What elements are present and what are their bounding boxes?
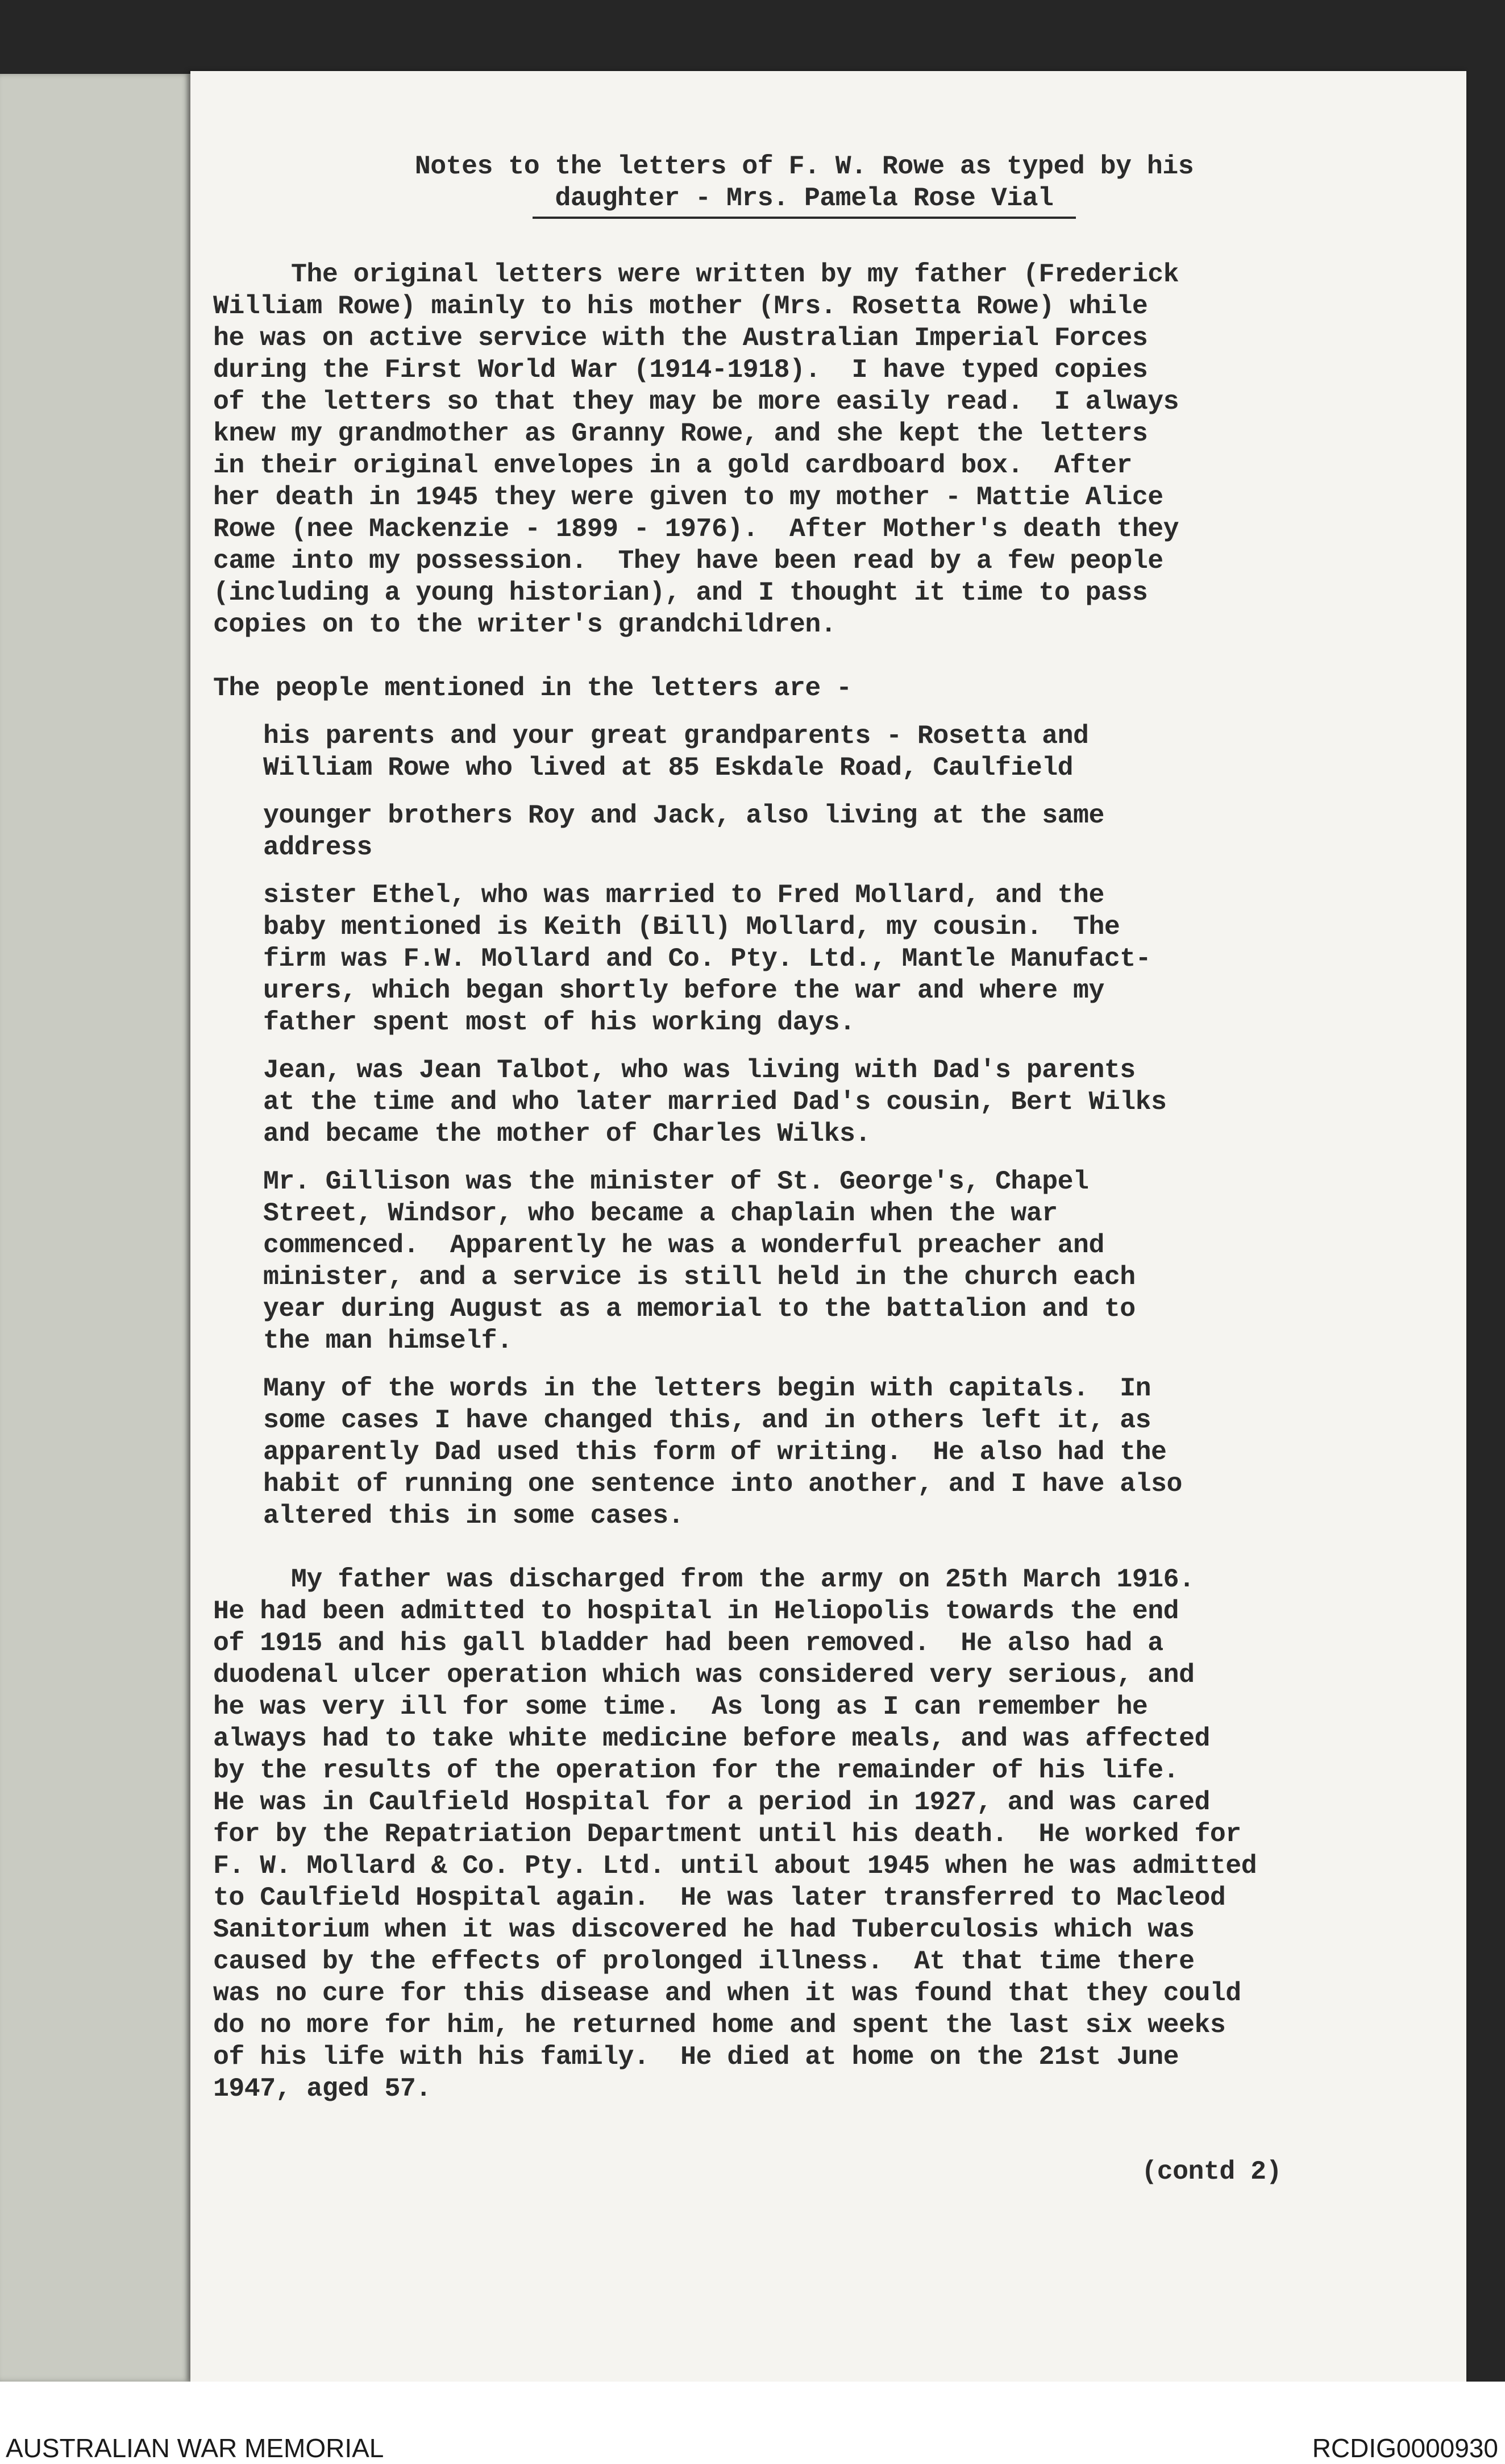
footer-record-id: RCDIG0000930 [1312, 2433, 1498, 2463]
people-item-brothers: younger brothers Roy and Jack, also living at the same address [263, 800, 1104, 862]
left-page-edge [0, 74, 190, 2382]
page-content [213, 151, 1418, 2188]
note-capitals: Many of the words in the letters begin with capitals. In some cases I have changed this, and in others left it, as apparently Dad used this form of writing. He also had the habit of running one sentence into another, and I have also altered this in some cases. [263, 1373, 1182, 1531]
title-line-2: daughter - Mrs. Pamela Rose Vial [533, 182, 1076, 219]
typed-page [190, 71, 1466, 2382]
people-item-jean: Jean, was Jean Talbot, who was living with Dad's parents at the time and who later married Dad's cousin, Bert Wilks and became the mother of Charles Wilks. [263, 1055, 1167, 1149]
people-item-gillison: Mr. Gillison was the minister of St. George's, Chapel Street, Windsor, who became a chaplain when the war commenced. Apparently he was a wonderful preacher and minister, and a service is still held in the church each year during August as a memorial to the battalion and to the man himself. [263, 1166, 1136, 1356]
people-item-sister: sister Ethel, who was married to Fred Mollard, and the baby mentioned is Keith (Bill) Mollard, my cousin. The firm was F.W. Mollard and Co. Pty. Ltd., Mantle Manufact- urers, which began shortly before the war and where my father spent most of his working days. [263, 880, 1151, 1037]
continued-marker: (contd 2) [1141, 2156, 1282, 2187]
footer-institution: AUSTRALIAN WAR MEMORIAL [6, 2433, 384, 2463]
title-line-1: Notes to the letters of F. W. Rowe as typed by his [414, 151, 1194, 181]
document-title [270, 151, 1338, 219]
people-item-parents: his parents and your great grandparents - Rosetta and William Rowe who lived at 85 Eskdale Road, Caulfield [263, 721, 1089, 783]
discharge-paragraph: My father was discharged from the army on 25th March 1916. He had been admitted to hospital in Heliopolis towards the end of 1915 and his gall bladder had been removed. He also had a duodenal ulcer operation which was considered very serious, and he was very ill for some time. As long as I can remember he always had to take white medicine before meals, and was affected by the results of the operation for the remainder of his life. He was in Caulfield Hospital for a period in 1927, and was cared for by the Repatriation Department until his death. He worked for F. W. Mollard & Co. Pty. Ltd. until about 1945 when he was admitted to Caulfield Hospital again. He was later transferred to Macleod Sanitorium when it was discovered he had Tuberculosis which was caused by the effects of prolonged illness. At that time there was no cure for this disease and when it was found that they could do no more for him, he returned home and spent the last six weeks of his life with his family. He died at home on the 21st June 1947, aged 57. [213, 1564, 1257, 2104]
footer-bar [0, 2382, 1505, 2464]
intro-paragraph: The original letters were written by my father (Frederick William Rowe) mainly to his mother (Mrs. Rosetta Rowe) while he was on active service with the Australian Imperial Forces during the First World War (1914-1918). I have typed copies of the letters so that they may be more easily read. I always knew my grandmother as Granny Rowe, and she kept the letters in their original envelopes in a gold cardboard box. After her death in 1945 they were given to my mother - Mattie Alice Rowe (nee Mackenzie - 1899 - 1976). After Mother's death they came into my possession. They have been read by a few people (including a young historian), and I thought it time to pass copies on to the writer's grandchildren. [213, 259, 1179, 639]
people-heading: The people mentioned in the letters are - [213, 673, 852, 703]
